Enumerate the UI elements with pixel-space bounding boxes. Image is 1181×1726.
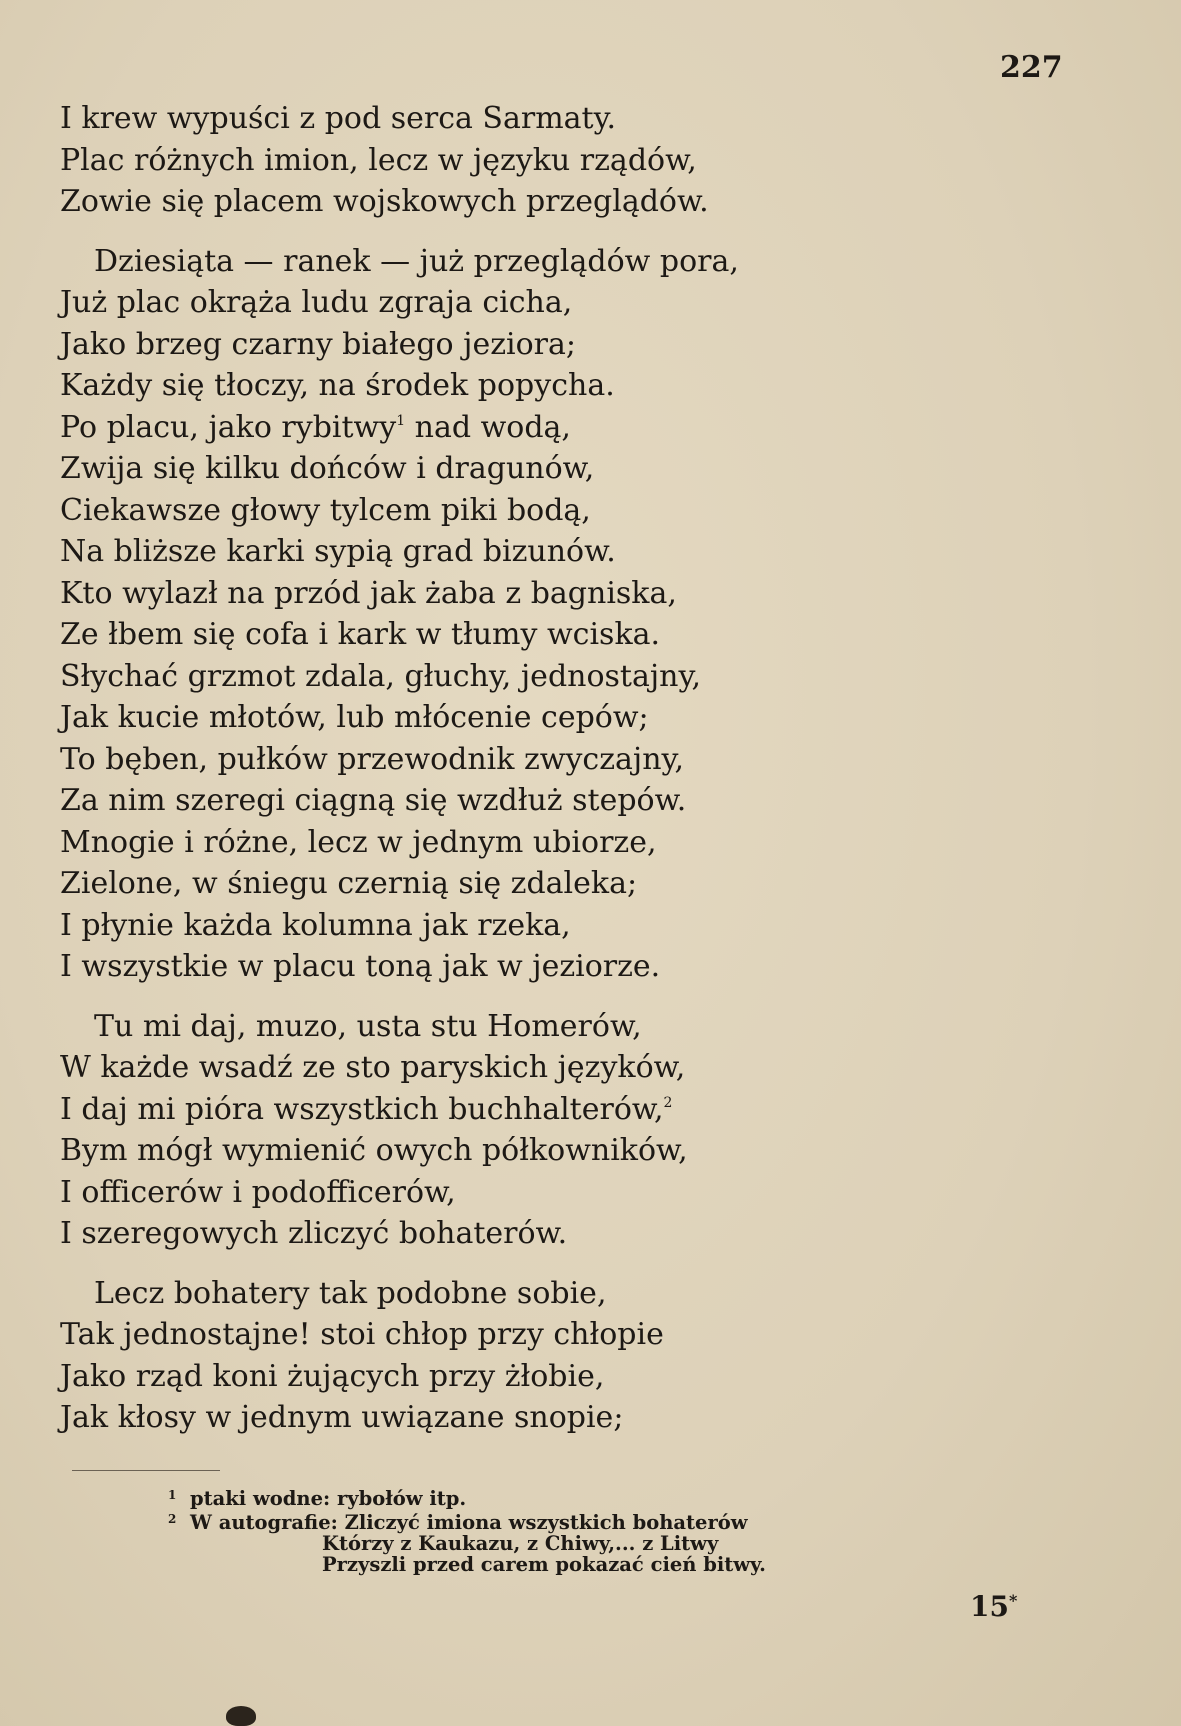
footnote-2-continuation: Którzy z Kaukazu, z Chiwy,... z Litwy	[322, 1532, 719, 1555]
verse-text: I daj mi pióra wszystkich buchhalterów,	[60, 1091, 664, 1127]
poem-text	[60, 98, 1120, 1439]
verse-line: I krew wypuści z pod serca Sarmaty.	[60, 101, 617, 136]
footnotes	[168, 1485, 766, 1575]
verse-line: Słychać grzmot zdala, głuchy, jednostajny,	[60, 658, 701, 694]
footnote-text: W autografie: Zliczyć imiona wszystkich bohaterów	[190, 1511, 748, 1534]
ink-blot	[226, 1706, 256, 1726]
verse-line-with-footnote	[60, 407, 1120, 449]
verse-line: W każde wsadź ze sto paryskich języków,	[60, 1050, 686, 1085]
verse-line: Na bliższe karki sypią grad bizunów.	[60, 534, 616, 569]
page-number: 227	[1000, 50, 1063, 85]
verse-line-with-footnote	[60, 1089, 1120, 1131]
footnote-2	[168, 1509, 766, 1533]
verse-line: Ciekawsze głowy tylcem piki bodą,	[60, 492, 591, 528]
verse-line: Zwija się kilku dońców i dragunów,	[60, 451, 595, 486]
verse-line: Jak kłosy w jednym uwiązane snopie;	[60, 1400, 624, 1435]
verse-line: Za nim szeregi ciągną się wzdłuż stepów.	[60, 783, 687, 818]
footnote-2-continuation: Przyszli przed carem pokazać cień bitwy.	[322, 1553, 766, 1576]
verse-line: Mnogie i różne, lecz w jednym ubiorze,	[60, 824, 657, 860]
footnote-divider	[72, 1470, 220, 1471]
verse-text-tail: nad wodą,	[405, 409, 571, 445]
verse-line: Każdy się tłoczy, na środek popycha.	[60, 368, 615, 403]
verse-text: Po placu, jako rybitwy	[60, 409, 397, 445]
footnote-mark: 1	[168, 1488, 177, 1502]
stanza	[60, 98, 1120, 223]
stanza	[60, 1273, 1120, 1439]
verse-line: I officerów i podofficerów,	[60, 1174, 456, 1210]
verse-line: Lecz bohatery tak podobne sobie,	[94, 1275, 607, 1311]
footnote-1	[168, 1485, 766, 1509]
signature-star: *	[1008, 1591, 1018, 1610]
footnote-text: ptaki wodne: rybołów itp.	[190, 1487, 467, 1510]
footnote-ref-1: 1	[396, 412, 406, 429]
verse-line: To bęben, pułków przewodnik zwyczajny,	[60, 741, 685, 777]
verse-line: Plac różnych imion, lecz w języku rządów,	[60, 142, 697, 178]
verse-line: Tu mi daj, muzo, usta stu Homerów,	[94, 1008, 642, 1044]
verse-line: Kto wylazł na przód jak żaba z bagniska,	[60, 575, 677, 611]
signature-number: 15	[970, 1590, 1009, 1623]
verse-line: Jako rząd koni żujących przy żłobie,	[60, 1358, 605, 1394]
footnote-ref-2: 2	[663, 1094, 673, 1111]
stanza	[60, 1006, 1120, 1255]
verse-line: Zielone, w śniegu czernią się zdaleka;	[60, 866, 638, 901]
verse-line: I wszystkie w placu toną jak w jeziorze.	[60, 949, 661, 984]
verse-line: Bym mógł wymienić owych półkowników,	[60, 1133, 688, 1168]
verse-line: Tak jednostajne! stoi chłop przy chłopie	[60, 1317, 664, 1352]
verse-line: Już plac okrąża ludu zgraja cicha,	[60, 285, 573, 320]
verse-line: Dziesiąta — ranek — już przeglądów pora,	[94, 243, 739, 279]
verse-line: Ze łbem się cofa i kark w tłumy wciska.	[60, 617, 661, 652]
verse-line: Zowie się placem wojskowych przeglądów.	[60, 184, 709, 219]
printer-signature-mark	[970, 1590, 1017, 1623]
verse-line: I płynie każda kolumna jak rzeka,	[60, 907, 571, 943]
verse-line: I szeregowych zliczyć bohaterów.	[60, 1216, 568, 1251]
verse-line: Jako brzeg czarny białego jeziora;	[60, 326, 576, 362]
stanza	[60, 241, 1120, 988]
verse-line: Jak kucie młotów, lub młócenie cepów;	[60, 700, 649, 735]
footnote-mark: 2	[168, 1512, 177, 1526]
